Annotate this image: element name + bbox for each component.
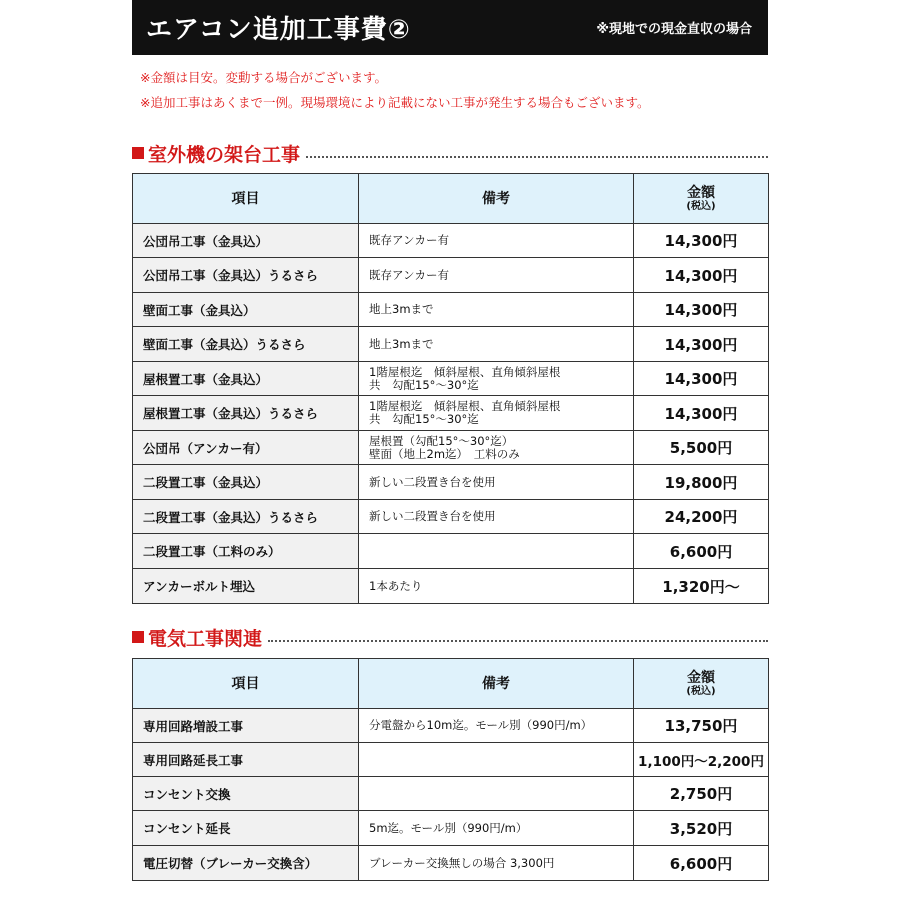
item-cell: アンカーボルト埋込 <box>133 569 359 604</box>
section-title-label: 電気工事関連 <box>148 627 263 650</box>
price-cell: 14,300円 <box>634 293 769 327</box>
table-row <box>133 431 769 465</box>
remark-cell: 5m迄。モール別（990円/m） <box>359 811 634 846</box>
notice-line: ※金額は目安。変動する場合がございます。 <box>140 70 387 85</box>
table-row <box>133 258 769 293</box>
table-row <box>133 777 769 811</box>
column-header-price: 金額 (税込) <box>634 659 769 709</box>
item-cell: 壁面工事（金具込）うるさら <box>133 327 359 362</box>
bullet-square-icon <box>132 631 144 643</box>
item-cell: 公団吊工事（金具込） <box>133 224 359 258</box>
remark-cell: 分電盤から10m迄。モール別（990円/m） <box>359 709 634 743</box>
price-cell: 6,600円 <box>634 846 769 881</box>
price-cell: 14,300円 <box>634 258 769 293</box>
remark-line: 共 勾配15°～30°迄 <box>369 377 479 392</box>
remark-line: 1階屋根迄 傾斜屋根、直角傾斜屋根 <box>369 364 561 379</box>
price-cell: 6,600円 <box>634 534 769 569</box>
table-row <box>133 811 769 846</box>
electrical-price-table <box>132 658 769 881</box>
item-cell: コンセント交換 <box>133 777 359 811</box>
item-cell: 屋根置工事（金具込）うるさら <box>133 396 359 431</box>
remark-cell: 地上3mまで <box>359 327 634 362</box>
remark-line: 1階屋根迄 傾斜屋根、直角傾斜屋根 <box>369 399 561 413</box>
item-cell: 電圧切替（ブレーカー交換含） <box>133 846 359 881</box>
table-row <box>133 224 769 258</box>
table-row <box>133 362 769 396</box>
remark-cell <box>359 777 634 811</box>
price-cell: 14,300円 <box>634 224 769 258</box>
price-cell: 1,320円～ <box>634 569 769 604</box>
item-cell: 公団吊工事（金具込）うるさら <box>133 258 359 293</box>
remark-cell: ブレーカー交換無しの場合 3,300円 <box>359 846 634 881</box>
column-header-remark: 備考 <box>359 174 634 224</box>
table-row <box>133 846 769 881</box>
remark-line: 共 勾配15°～30°迄 <box>369 412 479 426</box>
table-row <box>133 396 769 431</box>
column-header-remark: 備考 <box>359 659 634 709</box>
table-header-row <box>133 659 769 709</box>
notice-line: ※追加工事はあくまで一例。現場環境により記載にない工事が発生する場合もございます。 <box>140 95 650 110</box>
remark-cell: 既存アンカー有 <box>359 224 634 258</box>
price-cell: 5,500円 <box>634 431 769 465</box>
table-row <box>133 465 769 500</box>
remark-cell: 既存アンカー有 <box>359 258 634 293</box>
dotted-divider <box>268 640 768 642</box>
price-cell: 14,300円 <box>634 362 769 396</box>
outdoor-stand-price-table <box>132 173 769 604</box>
price-cell: 13,750円 <box>634 709 769 743</box>
table-row <box>133 743 769 777</box>
section-title-outdoor-stand <box>132 140 768 166</box>
price-cell: 2,750円 <box>634 777 769 811</box>
item-cell: 専用回路増設工事 <box>133 709 359 743</box>
item-cell: 壁面工事（金具込） <box>133 293 359 327</box>
remark-cell <box>359 431 634 465</box>
table-row <box>133 293 769 327</box>
item-cell: 公団吊（アンカー有） <box>133 431 359 465</box>
remark-cell: 新しい二段置き台を使用 <box>359 465 634 500</box>
price-cell: 19,800円 <box>634 465 769 500</box>
remark-cell <box>359 362 634 396</box>
price-cell: 1,100円～2,200円 <box>634 743 769 777</box>
remark-cell: 新しい二段置き台を使用 <box>359 500 634 534</box>
bullet-square-icon <box>132 147 144 159</box>
price-cell: 24,200円 <box>634 500 769 534</box>
item-cell: 二段置工事（金具込）うるさら <box>133 500 359 534</box>
remark-cell: 地上3mまで <box>359 293 634 327</box>
remark-cell <box>359 743 634 777</box>
dotted-divider <box>306 156 768 158</box>
table-row <box>133 500 769 534</box>
table-header-row <box>133 174 769 224</box>
remark-line: 屋根置（勾配15°～30°迄） <box>369 433 514 448</box>
remark-line: 壁面（地上2m迄） 工料のみ <box>369 446 520 461</box>
column-header-item: 項目 <box>133 174 359 224</box>
price-cell: 14,300円 <box>634 396 769 431</box>
table-row <box>133 534 769 569</box>
remark-cell: 1本あたり <box>359 569 634 604</box>
remark-cell <box>359 534 634 569</box>
page-title: エアコン追加工事費② <box>146 15 411 45</box>
item-cell: 二段置工事（工料のみ） <box>133 534 359 569</box>
item-cell: 屋根置工事（金具込） <box>133 362 359 396</box>
section-title-electrical <box>132 624 768 650</box>
table-row <box>133 569 769 604</box>
price-cell: 3,520円 <box>634 811 769 846</box>
price-cell: 14,300円 <box>634 327 769 362</box>
table-row <box>133 327 769 362</box>
item-cell: 専用回路延長工事 <box>133 743 359 777</box>
header-banner <box>132 0 768 55</box>
section-title-label: 室外機の架台工事 <box>148 143 301 166</box>
item-cell: 二段置工事（金具込） <box>133 465 359 500</box>
payment-note: ※現地での現金直収の場合 <box>596 22 752 37</box>
remark-cell <box>359 396 634 431</box>
table-row <box>133 709 769 743</box>
item-cell: コンセント延長 <box>133 811 359 846</box>
column-header-item: 項目 <box>133 659 359 709</box>
column-header-price: 金額 (税込) <box>634 174 769 224</box>
